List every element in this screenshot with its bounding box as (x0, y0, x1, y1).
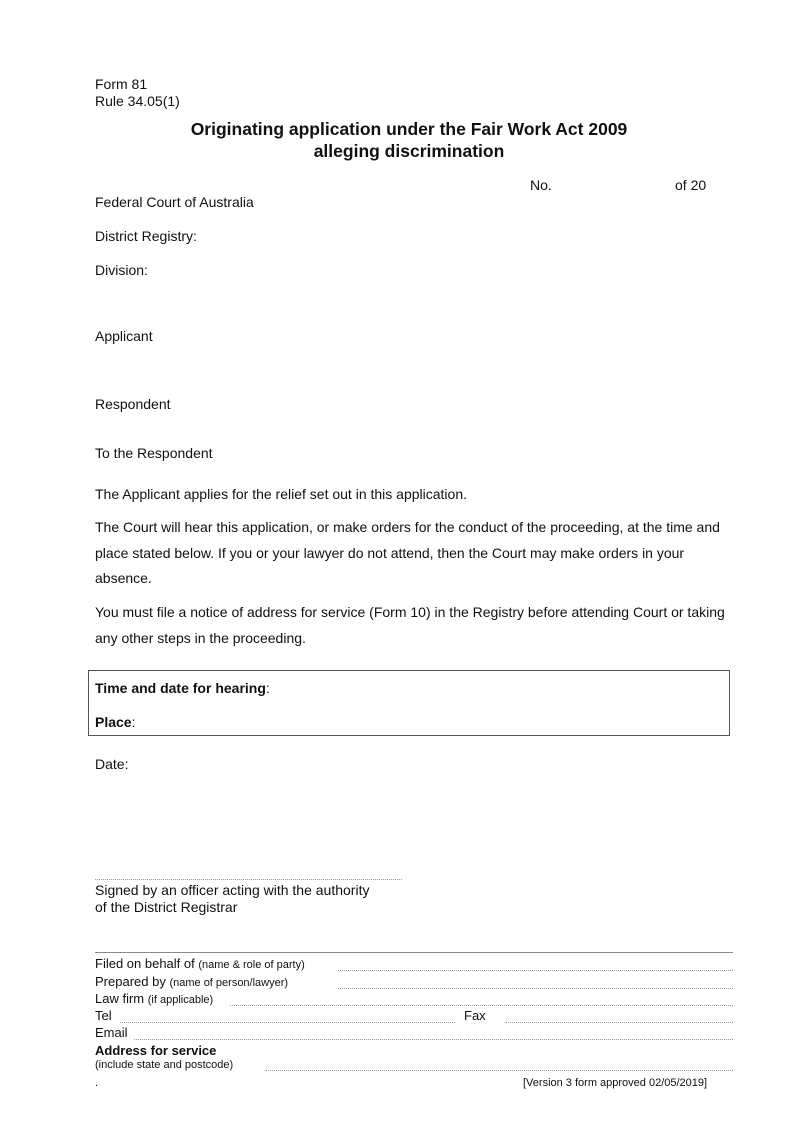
district-registry-label: District Registry: (95, 228, 197, 244)
hearing-place-label: Place (95, 714, 132, 730)
fax-line (505, 1022, 733, 1023)
signature-line (95, 879, 402, 880)
tel-label: Tel (95, 1008, 112, 1023)
email-label: Email (95, 1025, 128, 1040)
law-firm-field (95, 991, 213, 1008)
version-note: [Version 3 form approved 02/05/2019] (523, 1077, 708, 1089)
respondent-label: Respondent (95, 396, 171, 412)
form-number: Form 81 (95, 76, 148, 92)
title-line-2: alleging discrimination (313, 141, 505, 161)
filed-on-behalf-hint: (name & role of party) (198, 959, 305, 971)
applicant-label: Applicant (95, 328, 153, 344)
hearing-time-colon: : (265, 680, 270, 696)
address-for-service-label: Address for service (95, 1043, 217, 1058)
hearing-place-field (95, 714, 135, 731)
fax-label: Fax (464, 1008, 486, 1023)
division-label: Division: (95, 262, 148, 278)
filed-on-behalf-label: Filed on behalf of (95, 956, 195, 971)
case-number-label: No. (530, 177, 552, 193)
to-respondent-heading: To the Respondent (95, 445, 213, 461)
prepared-by-line (338, 988, 733, 989)
paragraph-hearing-notice: The Court will hear this application, or make orders for the conduct of the proceeding, at the time and place stated below. If you or your lawyer do not attend, then the Court may make orders in your absence. (95, 519, 720, 586)
date-label: Date: (95, 756, 129, 772)
filing-block-divider (95, 952, 733, 953)
footer-dot: . (95, 1077, 99, 1089)
signature-text-line-1: Signed by an officer acting with the authority (95, 882, 370, 898)
law-firm-line (230, 1005, 733, 1006)
address-for-service-hint: (include state and postcode) (95, 1059, 234, 1071)
law-firm-hint: (if applicable) (147, 994, 214, 1006)
prepared-by-hint: (name of person/lawyer) (169, 977, 289, 989)
hearing-time-field (95, 680, 270, 697)
hearing-place-colon: : (131, 714, 136, 730)
tel-line (120, 1022, 455, 1023)
address-for-service-line (265, 1070, 733, 1071)
prepared-by-label: Prepared by (95, 974, 166, 989)
court-name: Federal Court of Australia (95, 194, 254, 210)
law-firm-label: Law firm (95, 991, 145, 1006)
filed-on-behalf-field (95, 956, 305, 973)
prepared-by-field (95, 974, 288, 991)
paragraph-address-service: You must file a notice of address for service (Form 10) in the Registry before attending Court or taking any other steps in the proceeding. (95, 604, 725, 646)
title-line-1: Originating application under the Fair Work Act 2009 (190, 119, 628, 139)
email-line (134, 1039, 733, 1040)
case-year-label: of 20 (675, 177, 707, 193)
hearing-time-label: Time and date for hearing (95, 680, 266, 696)
signature-text-line-2: of the District Registrar (95, 899, 238, 915)
filed-on-behalf-line (338, 970, 733, 971)
rule-reference: Rule 34.05(1) (95, 93, 180, 109)
paragraph-relief: The Applicant applies for the relief set out in this application. (95, 486, 467, 502)
